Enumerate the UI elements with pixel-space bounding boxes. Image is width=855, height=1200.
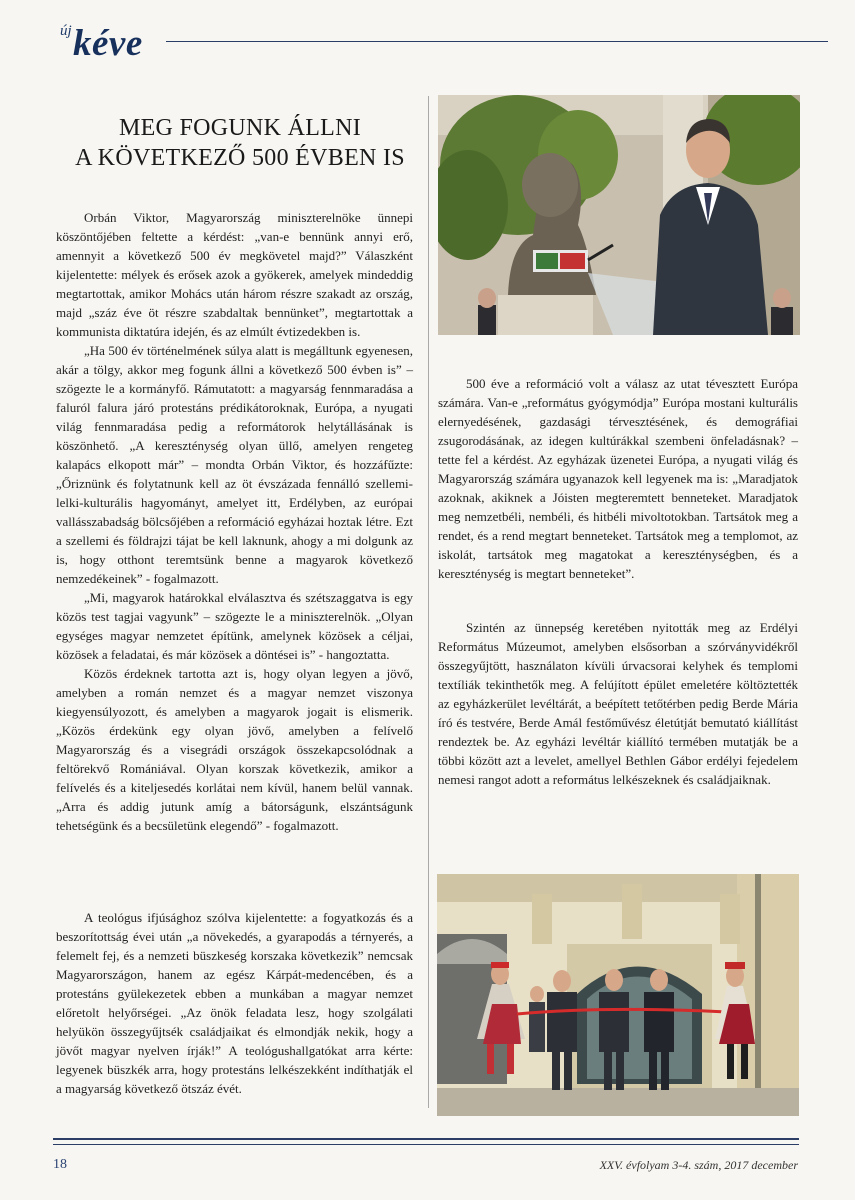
left-column-bottom-text: [56, 908, 413, 1098]
paragraph: „Mi, magyarok határokkal elválasztva és szétszaggatva is egy közös test tagjai vagyunk” – szögezte le a miniszterelnök. „Olyan egységes magyar nemzetet építünk, amelynek közösek a céljai, közösek a feladatai, és már közösek a döntései is” - hangoztatta.: [56, 590, 413, 662]
masthead: [60, 20, 820, 70]
footer-rule-thin: [53, 1144, 799, 1145]
paragraph: 500 éve a reformáció volt a válasz az utat tévesztett Európa számára. Van-e „református gyógymódja” Európa mostani kulturális elernyedésének, gazdasági térvesztésének, és demográfiai zsugorodásának, az idegen kultúrákkal szembeni önfeladásnak? – tette fel a kérdést. Az egyházak üzenetei Európa, a nyugati világ és Magyarország számára ugyanazok kell legyenek ma is: „Maradjatok azoknak, akiknek a Jóisten megteremtett benneteket. Maradjatok meg nemzetbéli, nembéli, és hitbéli mivoltotokban. Tartsátok meg a rendet, és a rend megtart benneteket. Tartsátok meg a templomot, az iskolát, tartsátok meg magatokat a kereszténységben, és a kereszténység is megtart benneteket”.: [438, 376, 798, 581]
paragraph: Szintén az ünnepség keretében nyitották meg az Erdélyi Református Múzeumot, amelyben elsősorban a szórványvidékről összegyűjtött, használaton kívüli úrvacsorai kelyhek és templomi textíliák tekinthetők meg. A felújított épület emeletére költöztették az egyházkerület levéltárát, a beépített tetőtérben pedig Berde Mária író és testvére, Berde Amál festőművész életútját bemutató kiállítást rendeztek be. Az egyházi levéltár kiállító termében mutatják be a többi között azt a levelet, amellyel Bethlen Gábor erdélyi fejedelem nemesi rangot adott a református lelkészeknek és családjaiknak.: [438, 620, 798, 787]
right-column-text-2: [438, 618, 798, 789]
paragraph: Közös érdeknek tartotta azt is, hogy olyan legyen a jövő, amelyben a román nemzet és a magyar nemzet viszonya kiegyensúlyozott, és amelyben a magyarok jogait is elismerik. „Közös érdekünk egy olyan jövő, amelyben a felívelő Magyarország és a visegrádi országok összekapcsolódnak a feltörekvő Romániával. Olyan korszak következik, amikor a felívelés és a kiteljesedés korlátai nem kívül, hanem belül vannak. „Arra és addig jutunk amíg a bátorságunk, elszántságunk tehetségünk és a becsületünk elegendő” - fogalmazott.: [56, 666, 413, 833]
article-headline: [56, 113, 424, 173]
masthead-rule: [166, 41, 828, 42]
masthead-prefix: új: [60, 23, 72, 39]
masthead-title: kéve: [73, 23, 143, 64]
ribbon-cutting-photo: [437, 874, 799, 1116]
left-column-text: [56, 208, 413, 835]
headline-line-2: A KÖVETKEZŐ 500 ÉVBEN IS: [75, 145, 405, 171]
column-divider: [428, 96, 429, 1108]
page-number: 18: [53, 1157, 67, 1172]
ribbon-cutting-illustration: [437, 874, 799, 1116]
issue-info: XXV. évfolyam 3-4. szám, 2017 december: [599, 1158, 798, 1172]
footer-rule-thick: [53, 1138, 799, 1140]
paragraph: „Ha 500 év történelmének súlya alatt is megálltunk egyenesen, akár a tölgy, akkor meg fogunk állni a következő 500 évben is” – szögezte le a kormányfő. Rámutatott: a magyarság fennmaradása a faluról falura járó protestáns prédikátoroknak, Európa, a nyugati világ fennmaradása pedig a reformátorok helytállásának is köszönhető. „A kereszténység olyan üllő, amelyen rengeteg kalapács elkopott már” – mondta Orbán Viktor, és hozzáfűzte: „Őriznünk és folytatnunk kell az öt évszázada fennálló szellemi-lelki-kulturális hagyományt, amelyet itt, Erdélyben, az európai vallásszabadság bölcsőjében a reformáció egyházai hoztak létre. Ezt a szellemi és földrajzi tájat be kell laknunk, ahogy a mi dolgunk az is, hogy otthont teremtsünk benne a magyarok következő nemzedékeinek” - fogalmazott.: [56, 343, 413, 586]
paragraph: A teológus ifjúsághoz szólva kijelentette: a fogyatkozás és a beszorítottság évei után „a növekedés, a gyarapodás a térnyerés, a felemelt fej, és a nemzeti büszkeség korszaka következik” nemcsak Magyarországon, hanem az egész Kárpát-medencében, és a protestáns gyülekezetek ebben a munkában a magyar nemzet előretolt helyőrségei. „Az önök feladata lesz, hogy szolgálati helyükön összegyűjtsék családjaikat és elmondják nekik, hogy a jövőt magyar nyelven írják!” A teológushallgatókat arra kérte: legyenek büszkék arra, hogy protestáns lelkészekként indíthatják el a magyarság következő ötszáz évét.: [56, 910, 413, 1096]
speaker-photo-illustration: [438, 95, 800, 335]
right-column-text: [438, 374, 798, 583]
speaker-photo: [438, 95, 800, 335]
headline-line-1: MEG FOGUNK ÁLLNI: [118, 115, 362, 141]
paragraph: Orbán Viktor, Magyarország miniszterelnöke ünnepi köszöntőjében feltette a kérdést: „van-e bennünk annyi erő, amennyit a következő 500 év megkövetel majd?” Válaszként kijelentette: mélyek és erősek azok a gyökerek, amelyek mindeddig megtartottak, amikor Mohács után három részre szakadt az ország, majd „száz éve öt részre szabdaltak bennünket”, megtartottak a kommunista diktatúra idején, és az elmúlt évtizedekben is.: [56, 210, 413, 339]
